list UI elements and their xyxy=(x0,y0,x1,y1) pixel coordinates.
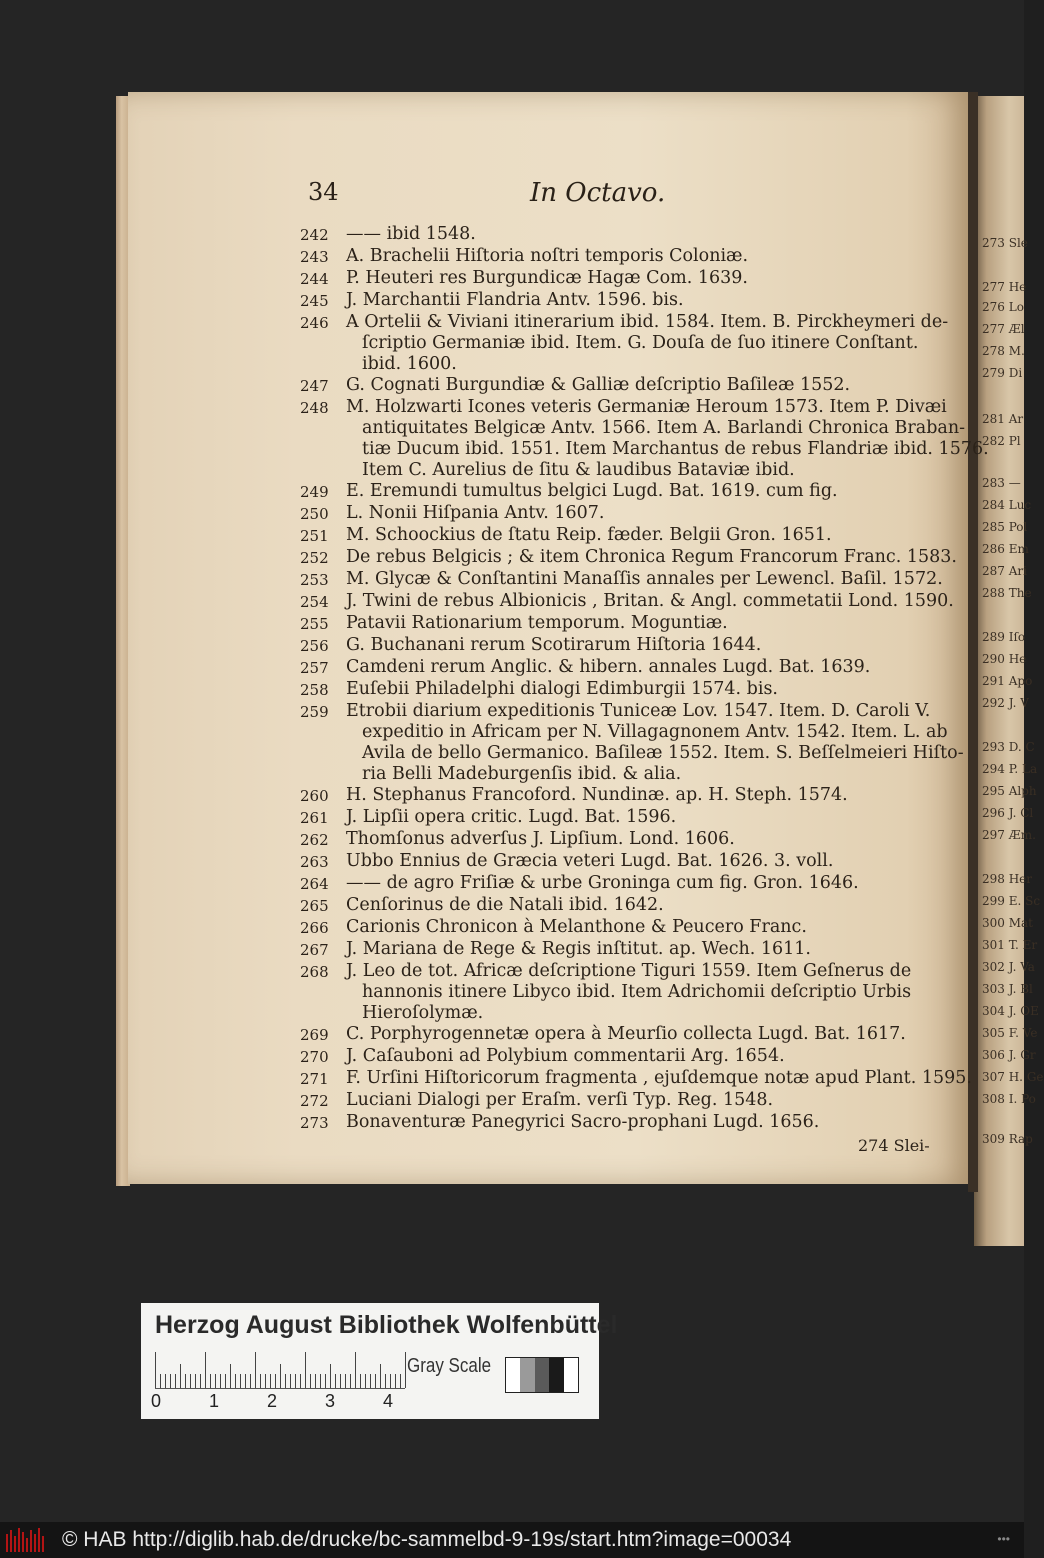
catalog-entry xyxy=(300,679,950,701)
entry-text xyxy=(346,290,950,312)
color-calibration-card xyxy=(141,1303,618,1419)
facing-page-line: 281 Ar xyxy=(982,412,1024,426)
facing-page-line: 287 Ari xyxy=(982,564,1027,578)
entry-text xyxy=(346,851,950,873)
entry-line: M. Schoockius de ſtatu Reip. fæder. Belgii Gron. 1651. xyxy=(346,525,832,545)
entry-text xyxy=(346,807,950,829)
ruler-tick xyxy=(215,1374,216,1388)
ruler-tick xyxy=(255,1352,256,1388)
library-name: Herzog August Bibliothek Wolfenbüttel xyxy=(155,1311,618,1339)
entry-number: 258 xyxy=(300,681,329,699)
gray-scale-label: Gray Scale xyxy=(407,1355,492,1377)
facing-page-line: 302 J. Va xyxy=(982,960,1035,974)
facing-page-line: 288 The xyxy=(982,586,1032,600)
entry-number: 249 xyxy=(300,483,329,501)
entry-number: 265 xyxy=(300,897,329,915)
entry-number: 272 xyxy=(300,1092,329,1110)
ruler-tick xyxy=(370,1374,371,1388)
catalog-entry xyxy=(300,246,950,268)
entry-number: 269 xyxy=(300,1026,329,1044)
scale-ruler xyxy=(155,1351,405,1389)
ruler-label: 1 xyxy=(209,1391,220,1411)
gray-patch xyxy=(520,1358,534,1392)
facing-page-line: 277 Æl xyxy=(982,322,1025,336)
facing-page-line: 273 Sle xyxy=(982,236,1028,250)
gray-patch xyxy=(564,1358,578,1392)
logo-bar xyxy=(14,1536,16,1552)
catalog-entry xyxy=(300,290,950,312)
facing-page-line: 294 P. La xyxy=(982,762,1038,776)
ruler-tick xyxy=(360,1374,361,1388)
ruler-tick xyxy=(235,1374,236,1388)
facing-page-line: 305 F. Ve xyxy=(982,1026,1038,1040)
catalog-entry xyxy=(300,1112,950,1134)
ruler-tick xyxy=(335,1374,336,1388)
ruler-tick xyxy=(390,1374,391,1388)
catalog-entry xyxy=(300,547,957,569)
entry-text xyxy=(346,1046,950,1068)
catalog-entry xyxy=(300,873,950,895)
gray-patch xyxy=(506,1358,520,1392)
copyright-url-text: © HAB http://diglib.hab.de/drucke/bc-sammelbd-9-19s/start.htm?image=00034 xyxy=(62,1528,792,1551)
catalog-entry xyxy=(300,961,950,1024)
facing-page-line: 289 Iſo xyxy=(982,630,1026,644)
running-head xyxy=(300,178,950,218)
entry-number: 261 xyxy=(300,809,329,827)
logo-bar xyxy=(34,1534,36,1552)
entry-text xyxy=(346,1024,950,1046)
facing-page-line: 290 He xyxy=(982,652,1027,666)
facing-page-line: 279 Di xyxy=(982,366,1023,380)
entry-text xyxy=(346,961,950,1024)
hab-logo-icon xyxy=(6,1528,46,1552)
page-number: 34 xyxy=(308,178,339,206)
catalog-entry xyxy=(300,939,950,961)
ruler-tick xyxy=(170,1374,171,1388)
entry-text xyxy=(346,481,950,503)
entry-number: 268 xyxy=(300,963,329,981)
facing-page-line: 284 Luc xyxy=(982,498,1032,512)
ruler-tick xyxy=(250,1374,251,1388)
entry-text xyxy=(346,613,950,635)
catalog-entry xyxy=(300,268,950,290)
ruler-tick xyxy=(405,1352,406,1388)
catalog-entry xyxy=(300,1046,950,1068)
entry-number: 264 xyxy=(300,875,329,893)
ruler-tick xyxy=(295,1374,296,1388)
entry-line: Ubbo Ennius de Græcia veteri Lugd. Bat. 1626. 3. voll. xyxy=(346,851,834,871)
facing-page-line: 282 Pl xyxy=(982,434,1021,448)
catalog-entry xyxy=(300,224,950,246)
catalog-entry xyxy=(300,851,950,873)
facing-page-line: 291 Apo xyxy=(982,674,1033,688)
entry-line: De rebus Belgicis ; & item Chronica Regum Francorum Franc. 1583. xyxy=(346,547,957,567)
facing-page-line: 306 J. Gr xyxy=(982,1048,1036,1062)
entry-number: 243 xyxy=(300,248,329,266)
entry-line: hannonis itinere Libyco ibid. Item Adrichomii deſcriptio Urbis xyxy=(362,982,912,1002)
entry-line: ibid. 1600. xyxy=(362,354,457,374)
entry-line: —— ibid 1548. xyxy=(346,224,476,244)
catalog-entry xyxy=(300,312,950,375)
entry-text xyxy=(346,569,950,591)
entry-text xyxy=(346,547,957,569)
ruler-tick xyxy=(210,1374,211,1388)
ruler-tick xyxy=(380,1364,381,1388)
catalog-entry xyxy=(300,701,964,785)
ruler-tick xyxy=(165,1374,166,1388)
ruler-tick xyxy=(205,1352,206,1388)
logo-bar xyxy=(18,1528,20,1552)
entry-text xyxy=(346,525,950,547)
catalog-entry xyxy=(300,375,950,397)
entry-line: J. Marchantii Flandria Antv. 1596. bis. xyxy=(346,290,684,310)
facing-page-line: 285 Pol xyxy=(982,520,1028,534)
entry-text xyxy=(346,312,950,375)
catalog-entry xyxy=(300,503,950,525)
ruler-tick xyxy=(315,1374,316,1388)
entry-text xyxy=(346,701,964,785)
entry-line: Cenſorinus de die Natali ibid. 1642. xyxy=(346,895,664,915)
ruler-tick xyxy=(355,1352,356,1388)
logo-bar xyxy=(22,1532,24,1552)
entry-number: 267 xyxy=(300,941,329,959)
entry-line: E. Eremundi tumultus belgici Lugd. Bat. 1619. cum fig. xyxy=(346,481,838,501)
ruler-tick xyxy=(345,1374,346,1388)
entry-text xyxy=(346,1090,950,1112)
facing-page-line: 293 D. C xyxy=(982,740,1035,754)
entry-line: J. Twini de rebus Albionicis , Britan. & Angl. commetatii Lond. 1590. xyxy=(346,591,954,611)
entry-number: 270 xyxy=(300,1048,329,1066)
entry-text xyxy=(346,785,950,807)
ruler-tick xyxy=(265,1374,266,1388)
entry-text xyxy=(346,503,950,525)
entry-text xyxy=(346,591,954,613)
entry-text xyxy=(346,246,950,268)
entry-text xyxy=(346,657,950,679)
catalog-entry xyxy=(300,785,950,807)
ruler-label: 4 xyxy=(383,1391,394,1411)
ruler-tick xyxy=(325,1374,326,1388)
entry-number: 255 xyxy=(300,615,329,633)
facing-page-line: 309 Rap xyxy=(982,1132,1033,1146)
catalog-entry xyxy=(300,525,950,547)
entry-text xyxy=(346,1112,950,1134)
entry-text xyxy=(346,939,950,961)
gray-patch xyxy=(549,1358,563,1392)
entry-line: ria Belli Madeburgenſis ibid. & alia. xyxy=(362,764,682,784)
entry-line: Hieroſolymæ. xyxy=(362,1003,484,1023)
logo-bar xyxy=(10,1530,12,1552)
logo-bar xyxy=(30,1530,32,1552)
catalog-entry xyxy=(300,397,989,481)
logo-bar xyxy=(6,1534,8,1552)
catalog-entry xyxy=(300,1090,950,1112)
entry-number: 254 xyxy=(300,593,329,611)
catchword: 274 Slei- xyxy=(858,1136,930,1155)
entry-line: Thomſonus adverſus J. Lipſium. Lond. 1606. xyxy=(346,829,735,849)
entry-number: 263 xyxy=(300,853,329,871)
entry-number: 257 xyxy=(300,659,329,677)
entry-line: Item C. Aurelius de ſitu & laudibus Bataviæ ibid. xyxy=(362,460,795,480)
entry-line: C. Porphyrogennetæ opera à Meurſio collecta Lugd. Bat. 1617. xyxy=(346,1024,906,1044)
entry-number: 256 xyxy=(300,637,329,655)
catalog-entry xyxy=(300,657,950,679)
entry-line: A. Brachelii Hiſtoria noſtri temporis Coloniæ. xyxy=(346,246,749,266)
entry-line: A Ortelii & Viviani itinerarium ibid. 1584. Item. B. Pirckheymeri de- xyxy=(346,312,949,332)
facing-page-line: 308 I. Po xyxy=(982,1092,1036,1106)
ruler-tick xyxy=(275,1374,276,1388)
entry-line: H. Stephanus Francoford. Nundinæ. ap. H. Steph. 1574. xyxy=(346,785,848,805)
catalog-entry xyxy=(300,1024,950,1046)
ruler-tick xyxy=(245,1374,246,1388)
entry-line: Carionis Chronicon à Melanthone & Peucero Franc. xyxy=(346,917,807,937)
ruler-tick xyxy=(270,1374,271,1388)
entry-number: 242 xyxy=(300,226,329,244)
entry-line: Euſebii Philadelphi dialogi Edimburgii 1574. bis. xyxy=(346,679,778,699)
ruler-tick xyxy=(285,1374,286,1388)
catalog-entry xyxy=(300,895,950,917)
page-title: In Octavo. xyxy=(530,178,666,208)
entry-text xyxy=(346,1068,972,1090)
entry-line: Luciani Dialogi per Eraſm. verſi Typ. Reg. 1548. xyxy=(346,1090,774,1110)
ruler-tick xyxy=(375,1374,376,1388)
entry-text xyxy=(346,224,950,246)
facing-page-line: 298 Her xyxy=(982,872,1033,886)
entry-line: L. Nonii Hiſpania Antv. 1607. xyxy=(346,503,605,523)
catalog-entry xyxy=(300,591,954,613)
entry-line: Etrobii diarium expeditionis Tuniceæ Lov. 1547. Item. D. Caroli V. xyxy=(346,701,931,721)
entry-line: expeditio in Africam per N. Villagagnonem Antv. 1542. Item. L. ab xyxy=(362,722,948,742)
entry-text xyxy=(346,829,950,851)
entry-line: Patavii Rationarium temporum. Moguntiæ. xyxy=(346,613,728,633)
ruler-label: 2 xyxy=(267,1391,278,1411)
entry-number: 246 xyxy=(300,314,329,332)
logo-bar xyxy=(26,1538,28,1552)
entry-line: ſcriptio Germaniæ ibid. Item. G. Douſa de ſuo itinere Conſtant. xyxy=(362,333,919,353)
ruler-tick xyxy=(365,1374,366,1388)
entry-line: G. Buchanani rerum Scotirarum Hiſtoria 1644. xyxy=(346,635,762,655)
entry-number: 245 xyxy=(300,292,329,310)
facing-page-line: 297 Æm. xyxy=(982,828,1036,842)
entry-line: J. Caſauboni ad Polybium commentarii Arg. 1654. xyxy=(346,1046,785,1066)
page-gutter xyxy=(968,92,978,1192)
entry-text xyxy=(346,895,950,917)
entry-line: antiquitates Belgicæ Antv. 1566. Item A. Barlandi Chronica Braban- xyxy=(362,418,966,438)
entry-line: Camdeni rerum Anglic. & hibern. annales Lugd. Bat. 1639. xyxy=(346,657,871,677)
ruler-tick xyxy=(385,1374,386,1388)
ruler-tick xyxy=(160,1374,161,1388)
ruler-label: 0 xyxy=(151,1391,162,1411)
ruler-tick xyxy=(195,1374,196,1388)
ruler-tick xyxy=(225,1374,226,1388)
entry-text xyxy=(346,635,950,657)
facing-page-line: 299 E. Sc xyxy=(982,894,1041,908)
facing-page-line: 277 He xyxy=(982,280,1027,294)
logo-bar xyxy=(42,1536,44,1552)
ruler-tick xyxy=(340,1374,341,1388)
entry-line: Avila de bello Germanico. Baſileæ 1552. Item. S. Beſſelmeieri Hiſto- xyxy=(362,743,964,763)
ruler-tick xyxy=(350,1374,351,1388)
facing-page-line: 283 — xyxy=(982,476,1021,490)
entry-number: 248 xyxy=(300,399,329,417)
facing-page-line: 300 Mat xyxy=(982,916,1033,930)
ruler-tick xyxy=(300,1374,301,1388)
facing-page-line: 301 T. Er xyxy=(982,938,1038,952)
ruler-tick xyxy=(230,1364,231,1388)
facing-page-line: 278 M. xyxy=(982,344,1025,358)
entry-line: F. Urſini Hiſtoricorum fragmenta , ejuſdemque notæ apud Plant. 1595. xyxy=(346,1068,972,1088)
ruler-tick xyxy=(185,1374,186,1388)
ruler-tick xyxy=(220,1374,221,1388)
catalog-entry xyxy=(300,1068,972,1090)
ruler-tick xyxy=(175,1374,176,1388)
ruler-tick xyxy=(200,1374,201,1388)
entry-line: J. Leo de tot. Africæ deſcriptione Tiguri 1559. Item Geſnerus de xyxy=(346,961,912,981)
entry-text xyxy=(346,679,950,701)
entry-text xyxy=(346,268,950,290)
facing-page-line: 304 J. OE xyxy=(982,1004,1039,1018)
entry-number: 251 xyxy=(300,527,329,545)
entry-number: 247 xyxy=(300,377,329,395)
facing-page-line: 303 J. Bl xyxy=(982,982,1033,996)
ruler-tick xyxy=(305,1352,306,1388)
catalog-entry xyxy=(300,917,950,939)
entry-number: 253 xyxy=(300,571,329,589)
footer-bar xyxy=(0,1522,1024,1558)
catalog-entry xyxy=(300,829,950,851)
entry-line: P. Heuteri res Burgundicæ Hagæ Com. 1639. xyxy=(346,268,748,288)
ruler-tick xyxy=(180,1364,181,1388)
facing-page-line: 276 Lo xyxy=(982,300,1024,314)
entry-text xyxy=(346,917,950,939)
logo-bar xyxy=(38,1528,40,1552)
entry-line: —— de agro Friſiæ & urbe Groninga cum fig. Gron. 1646. xyxy=(346,873,859,893)
entry-line: G. Cognati Burgundiæ & Galliæ deſcriptio Baſileæ 1552. xyxy=(346,375,851,395)
entry-number: 244 xyxy=(300,270,329,288)
ruler-tick xyxy=(400,1374,401,1388)
ruler-label: 3 xyxy=(325,1391,336,1411)
catalog-entries xyxy=(300,224,989,1134)
ruler-tick xyxy=(280,1364,281,1388)
facing-page-line: 296 J. Cl xyxy=(982,806,1034,820)
entry-text xyxy=(346,397,989,481)
entry-line: M. Holzwarti Icones veteris Germaniæ Heroum 1573. Item P. Divæi xyxy=(346,397,947,417)
entry-line: J. Lipſii opera critic. Lugd. Bat. 1596. xyxy=(346,807,677,827)
gray-scale-patches xyxy=(505,1357,579,1393)
ruler-tick xyxy=(260,1374,261,1388)
ruler-tick xyxy=(395,1374,396,1388)
ruler-tick xyxy=(290,1374,291,1388)
entry-text xyxy=(346,873,950,895)
facing-page-line: 286 Em xyxy=(982,542,1029,556)
entry-line: M. Glycæ & Conſtantini Manaſſis annales per Lewencl. Baſil. 1572. xyxy=(346,569,943,589)
entry-number: 259 xyxy=(300,703,329,721)
gray-patch xyxy=(535,1358,549,1392)
facing-page-line: 292 J. V xyxy=(982,696,1029,710)
catalog-entry xyxy=(300,569,950,591)
ruler-tick xyxy=(190,1374,191,1388)
entry-text xyxy=(346,375,950,397)
entry-line: J. Mariana de Rege & Regis inſtitut. ap. Wech. 1611. xyxy=(346,939,811,959)
entry-number: 252 xyxy=(300,549,329,567)
ruler-tick xyxy=(155,1352,156,1388)
facing-page-line: 295 Alph xyxy=(982,784,1037,798)
ruler-tick xyxy=(320,1374,321,1388)
catalog-entry xyxy=(300,481,950,503)
entry-line: tiæ Ducum ibid. 1551. Item Marchantus de rebus Flandriæ ibid. 1576. xyxy=(362,439,989,459)
ruler-tick xyxy=(310,1374,311,1388)
entry-number: 271 xyxy=(300,1070,329,1088)
entry-line: Bonaventuræ Panegyrici Sacro-prophani Lugd. 1656. xyxy=(346,1112,820,1132)
ruler-tick xyxy=(240,1374,241,1388)
ruler-tick xyxy=(330,1364,331,1388)
facing-page-line: 307 H. Ge xyxy=(982,1070,1044,1084)
menu-dots-icon[interactable]: ••• xyxy=(997,1532,1010,1546)
catalog-entry xyxy=(300,635,950,657)
entry-number: 260 xyxy=(300,787,329,805)
catalog-entry xyxy=(300,807,950,829)
entry-number: 266 xyxy=(300,919,329,937)
catalog-entry xyxy=(300,613,950,635)
entry-number: 273 xyxy=(300,1114,329,1132)
entry-number: 262 xyxy=(300,831,329,849)
entry-number: 250 xyxy=(300,505,329,523)
